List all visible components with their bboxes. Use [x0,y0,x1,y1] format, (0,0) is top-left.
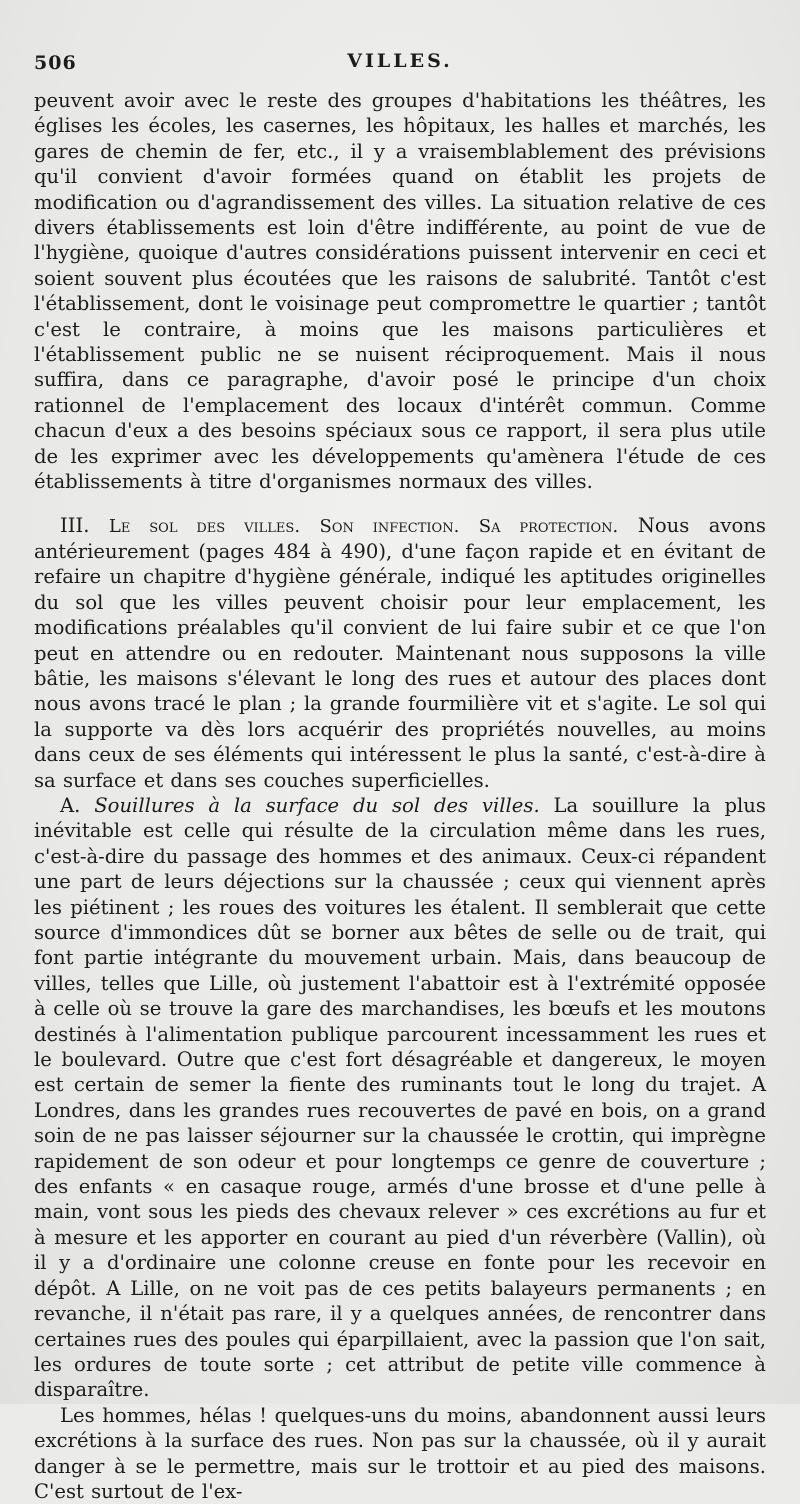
section-body: Nous avons antérieurement (pages 484 à 490), d'une façon rapide et en évitant de refaire un chapitre d'hygiène générale, indiqué les aptitudes originelles du sol que les villes peuvent choisir pour leur emplacement, les modifications préalables qu'il convient de lui faire subir et ce que l'on peut en attendre ou en redouter. Maintenant nous supposons la ville bâtie, les maisons s'élevant le long des rues et autour des places dont nous avons tracé le plan ; la grande fourmilière vit et s'agite. Le sol qui la supporte va dès lors acquérir des propriétés nouvelles, au moins dans ceux de ses éléments qui intéressent le plus la santé, c'est-à-dire à sa surface et dans ses couches superficielles. [34,513,766,792]
paragraph-4: Les hommes, hélas ! quelques-uns du moins, abandonnent aussi leurs excrétions à la surface des rues. Non pas sur la chaussée, où il y aurait danger à se le permettre, mais sur le trottoir et au pied des maisons. C'est surtout de l'ex- [34,1403,766,1503]
page-number: 506 [34,52,77,74]
subsection-title: Souillures à la surface du sol des villes. [94,793,540,817]
paragraph-subsection-a [34,793,766,1403]
section-gap [34,495,766,513]
running-title: VILLES. [347,50,453,72]
section-title-b: Son infection. [319,515,460,537]
body-text [34,88,766,1504]
subsection-body: La souillure la plus inévitable est celle qui résulte de la circulation même dans les rues, c'est-à-dire du passage des hommes et des animaux. Ceux-ci répandent une part de leurs déjections sur la chaussée ; ceux qui viennent après les piétinent ; les roues des voitures les étalent. Il semblerait que cette source d'immondices dût se borner aux bêtes de selle ou de trait, qui font partie intégrante du mouvement urbain. Mais, dans beaucoup de villes, telles que Lille, où justement l'abattoir est à l'extrémité opposée à celle où se trouve la gare des marchandises, les bœufs et les moutons destinés à l'alimentation publique parcourent incessamment les rues et le boulevard. Outre que c'est fort désagréable et dangereux, le moyen est certain de semer la fiente des ruminants tout le long du trajet. A Londres, dans les grandes rues recouvertes de pavé en bois, on a grand soin de ne pas laisser séjourner sur la chaussée le crottin, qui imprègne rapidement de son odeur et pour longtemps ce genre de couverture ; des enfants « en casaque rouge, armés d'une brosse et d'une pelle à main, vont sous les pieds des chevaux relever » ces excrétions au fur et à mesure et les apporter en courant au pied d'un réverbère (Vallin), où il y a d'ordinaire une colonne creuse en fonte pour les recevoir en dépôt. A Lille, on ne voit pas de ces petits balayeurs permanents ; en revanche, il n'était pas rare, il y a quelques années, de rencontrer dans certaines rues des poules qui éparpillaient, avec la passion que l'on sait, les ordures de toute sorte ; cet attribut de petite ville commence à disparaître. [34,793,766,1402]
paragraph-section-iii [34,513,766,793]
section-title-c: Sa protection. [478,515,619,537]
paragraph-1: peuvent avoir avec le reste des groupes d'habitations les théâtres, les églises les écoles, les casernes, les hôpitaux, les halles et marchés, les gares de chemin de fer, etc., il y a vraisemblablement des prévisions qu'il convient d'avoir formées quand on établit les projets de modification ou d'agrandissement des villes. La situation relative de ces divers établissements est loin d'être indifférente, au point de vue de l'hygiène, quoique d'autres considérations puissent intervenir en ceci et soient souvent plus écoutées que les raisons de salubrité. Tantôt c'est l'établissement, dont le voisinage peut compromettre le quartier ; tantôt c'est le contraire, à moins que les maisons particulières et l'établissement public ne se nuisent réciproquement. Mais il nous suffira, dans ce paragraphe, d'avoir posé le principe d'un choix rationnel de l'emplacement des locaux d'intérêt commun. Comme chacun d'eux a des besoins spéciaux sous ce rapport, il sera plus utile de les exprimer avec les développements qu'amènera l'étude de ces établissements à titre d'organismes normaux des villes. [34,89,766,494]
section-number: III. [60,513,90,537]
section-title-a: Le sol des villes. [108,515,301,537]
subsection-label: A. [60,793,81,817]
